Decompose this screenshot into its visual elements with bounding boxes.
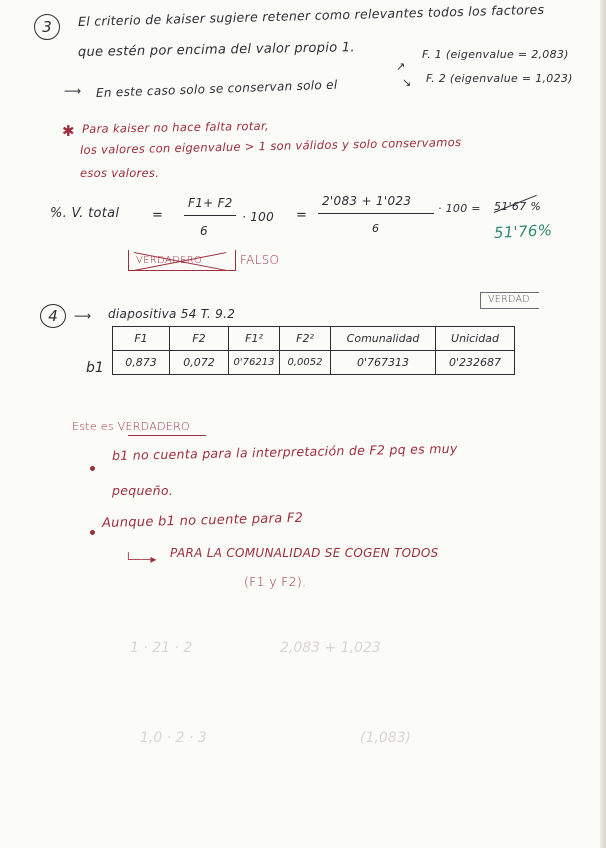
fraction-1-bar: [184, 215, 236, 216]
q3-note-2: los valores con eigenvalue > 1 son válidos y solo conservamos: [79, 135, 462, 157]
bullet-dot-1: [90, 466, 95, 471]
fraction-2-denominator: 6: [372, 222, 380, 235]
q4-reference: diapositiva 54 T. 9.2: [108, 307, 236, 321]
calc-mult-1: · 100: [242, 210, 275, 224]
table-cell-f1: 0,873: [113, 351, 170, 375]
q4-statement-underline: [128, 435, 206, 436]
table-cell-f2-squared: 0,0052: [280, 351, 331, 375]
q3-note-3: esos valores.: [80, 166, 160, 180]
crossed-answer: VERDADERO: [136, 255, 203, 266]
q4-bullet-2: Aunque b1 no cuente para F2: [101, 510, 304, 531]
factor-f2: F. 2 (eigenvalue = 1,023): [426, 72, 573, 85]
q4-statement: Este es VERDADERO: [72, 420, 190, 433]
q4-caps-1: PARA LA COMUNALIDAD SE COGEN TODOS: [170, 546, 439, 560]
caps-arrow: └──▸: [124, 552, 157, 566]
question-number-4: [40, 304, 66, 328]
bleed-text-4: (1,083): [360, 730, 412, 746]
table-cell-unicidad: 0'232687: [436, 351, 515, 375]
question-number-4-label: 4: [48, 307, 58, 325]
factor-f1: F. 1 (eigenvalue = 2,083): [422, 48, 569, 61]
question-number-3-label: 3: [42, 18, 52, 36]
q3-line-1: El criterio de kaiser sugiere retener como relevantes todos los factores: [77, 1, 545, 29]
calc-equals-1: =: [152, 208, 164, 223]
q3-note-1: Para kaiser no hace falta rotar,: [81, 118, 269, 136]
fraction-1-numerator: F1+ F2: [188, 196, 233, 210]
calc-equals-2: =: [296, 208, 308, 223]
verdad-stamp: VERDAD: [488, 294, 530, 305]
branch-up-arrow: ↗: [396, 60, 406, 73]
table-cell-comunalidad: 0'767313: [331, 351, 436, 375]
table-cell-f2: 0,072: [170, 351, 229, 375]
crossed-result: 51'67 %: [494, 200, 542, 213]
calc-label: %. V. total: [50, 206, 120, 221]
fraction-2-numerator: 2'083 + 1'023: [322, 194, 412, 208]
bleed-text-2: 2,083 + 1,023: [280, 640, 381, 656]
asterisk: ✱: [62, 122, 75, 140]
table-header-row: [113, 327, 515, 351]
table-header-f2-squared: F2²: [280, 327, 331, 351]
q4-arrow: ⟶: [74, 309, 92, 323]
q3-line-3: En este caso solo se conservan solo el: [95, 77, 338, 100]
table-header-comunalidad: Comunalidad: [331, 327, 436, 351]
q3-line-2: que estén por encima del valor propio 1.: [77, 40, 355, 60]
calc-mult-2: · 100 =: [438, 202, 481, 215]
table-header-f1: F1: [113, 327, 170, 351]
bleed-text-1: 1 · 21 · 2: [130, 640, 193, 656]
q4-bullet-1b: pequeño.: [112, 483, 174, 498]
table-row: [113, 351, 515, 375]
fraction-2-bar: [318, 213, 434, 214]
bleed-text-3: 1,0 · 2 · 3: [140, 730, 207, 746]
fraction-1-denominator: 6: [200, 224, 208, 238]
q3-arrow: ⟶: [64, 84, 82, 98]
final-answer: FALSO: [240, 253, 280, 267]
final-result: 51'76%: [493, 220, 553, 242]
table-cell-f1-squared: 0'76213: [229, 351, 280, 375]
question-number-3: [34, 14, 60, 40]
factor-table: [112, 326, 515, 375]
table-row-label: b1: [86, 360, 104, 376]
q4-bullet-1a: b1 no cuenta para la interpretación de F2 pq es muy: [111, 440, 458, 463]
table-header-f2: F2: [170, 327, 229, 351]
table-header-f1-squared: F1²: [229, 327, 280, 351]
bullet-dot-2: [90, 530, 95, 535]
q4-caps-2: (F1 y F2).: [244, 574, 307, 589]
table-header-unicidad: Unicidad: [436, 327, 515, 351]
branch-down-arrow: ↘: [402, 76, 412, 89]
